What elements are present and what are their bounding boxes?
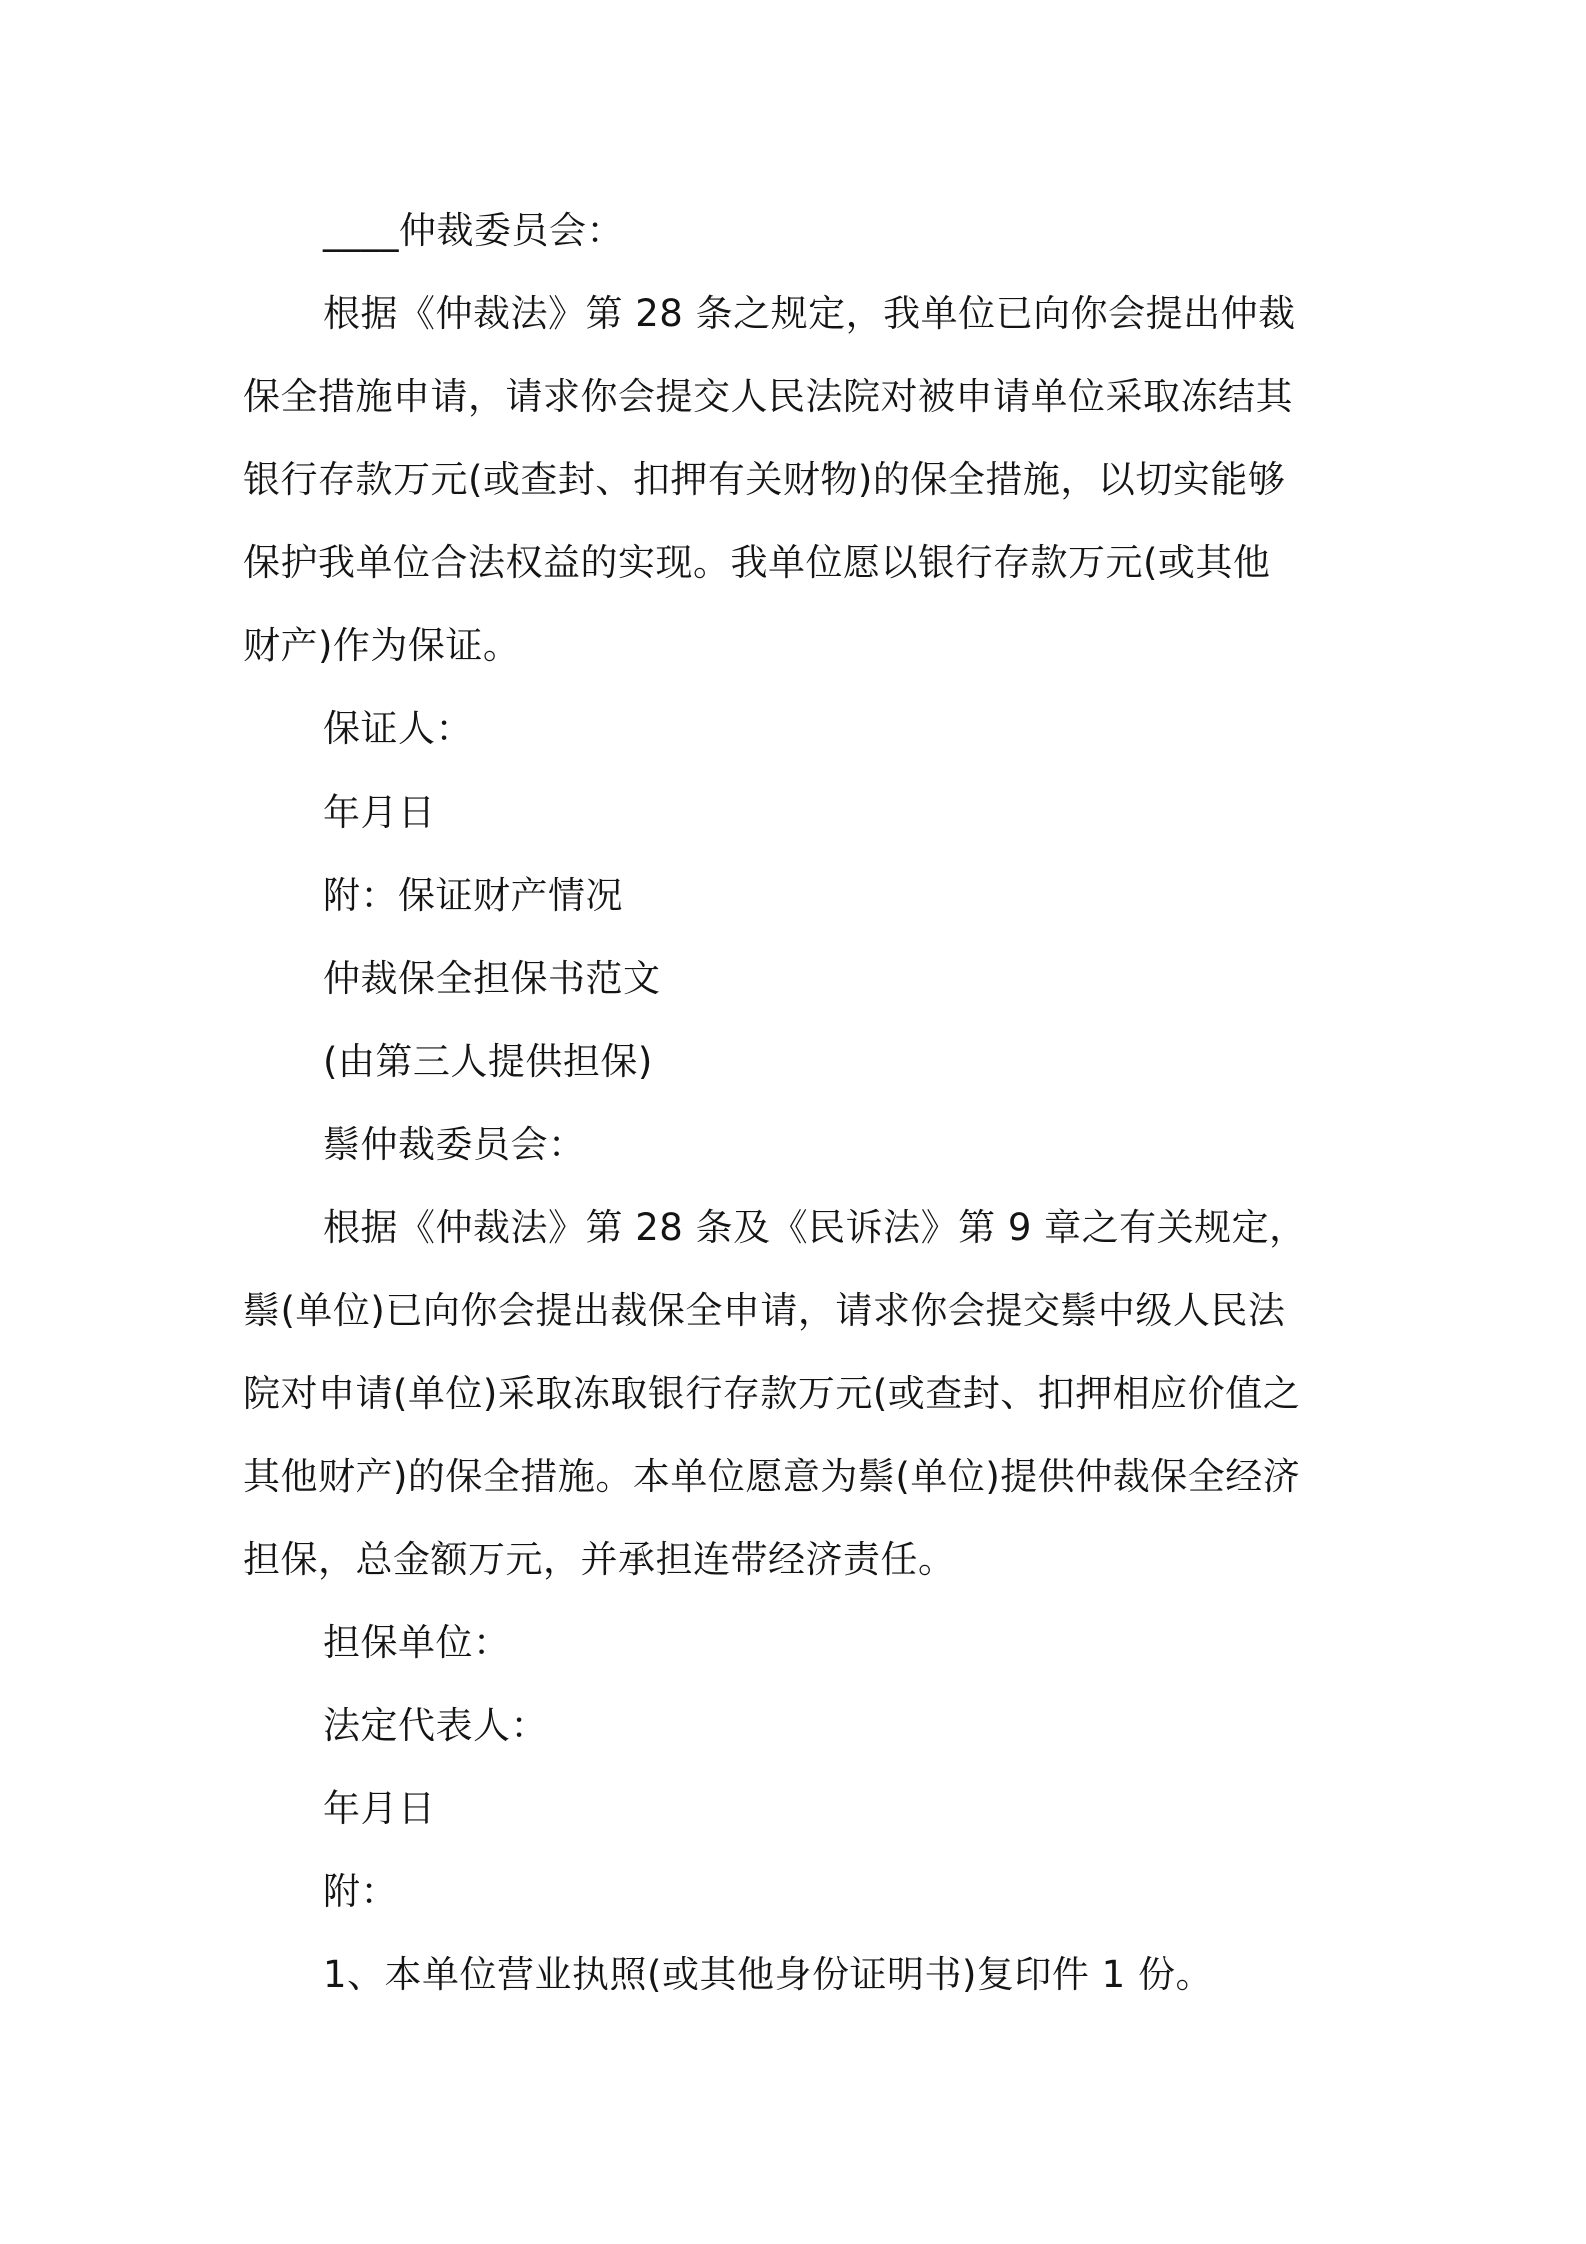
date-line: 年月日 <box>323 791 436 834</box>
section-subtitle: (由第三人提供担保) <box>323 1040 653 1083</box>
body-paragraph-line: 院对申请(单位)采取冻取银行存款万元(或查封、扣押相应价值之 <box>243 1372 1301 1415</box>
section-title: 仲裁保全担保书范文 <box>323 957 661 1000</box>
attachment-line: 附：保证财产情况 <box>323 874 623 917</box>
body-paragraph-line: 鬃(单位)已向你会提出裁保全申请，请求你会提交鬃中级人民法 <box>243 1289 1286 1332</box>
date-line: 年月日 <box>323 1787 436 1830</box>
attachment-item: 1、本单位营业执照(或其他身份证明书)复印件 1 份。 <box>323 1953 1213 1996</box>
guarantor-label: 保证人： <box>323 707 473 750</box>
body-paragraph-line: 银行存款万元(或查封、扣押有关财物)的保全措施，以切实能够 <box>243 458 1286 501</box>
addressee-line: 鬃仲裁委员会： <box>323 1123 586 1166</box>
body-paragraph-line: 财产)作为保证。 <box>243 624 521 667</box>
body-paragraph-line: 其他财产)的保全措施。本单位愿意为鬃(单位)提供仲裁保全经济 <box>243 1455 1301 1498</box>
addressee-line: ____仲裁委员会： <box>323 209 624 252</box>
legal-representative-label: 法定代表人： <box>323 1704 548 1747</box>
body-paragraph-line: 根据《仲裁法》第 28 条之规定，我单位已向你会提出仲裁 <box>323 292 1296 335</box>
body-paragraph-line: 保全措施申请，请求你会提交人民法院对被申请单位采取冻结其 <box>243 375 1293 418</box>
guarantor-unit-label: 担保单位： <box>323 1621 511 1664</box>
attachment-label: 附： <box>323 1870 398 1913</box>
body-paragraph-line: 担保，总金额万元，并承担连带经济责任。 <box>243 1538 956 1581</box>
body-paragraph-line: 根据《仲裁法》第 28 条及《民诉法》第 9 章之有关规定， <box>323 1206 1307 1249</box>
body-paragraph-line: 保护我单位合法权益的实现。我单位愿以银行存款万元(或其他 <box>243 541 1271 584</box>
